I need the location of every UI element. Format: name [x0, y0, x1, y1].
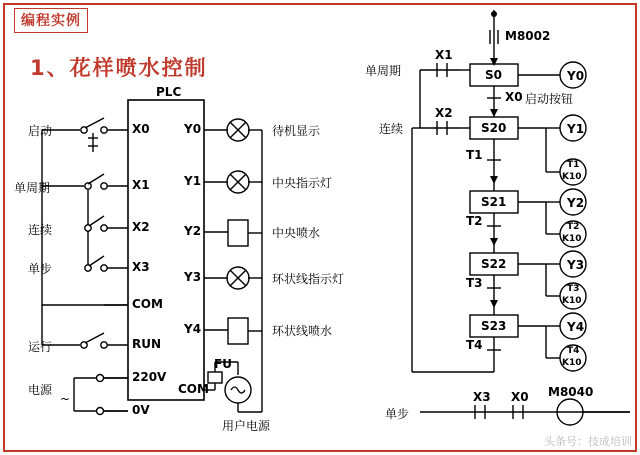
- ac-symbol: ~: [60, 392, 71, 406]
- single-cycle-branch-label: 单周期: [365, 64, 402, 78]
- output-label-center-lamp: 中央指示灯: [272, 176, 333, 190]
- output-label-standby: 待机显示: [272, 124, 321, 138]
- bottom-contact-x0: X0: [511, 390, 529, 404]
- continuous-branch-label: 连续: [379, 122, 404, 136]
- coil-y4: Y4: [567, 320, 585, 334]
- coil-y1: Y1: [567, 122, 585, 136]
- state-s23: S23: [481, 319, 507, 333]
- terminal-x2: X2: [132, 220, 150, 234]
- timer-t4: T4: [567, 346, 580, 356]
- user-power-label: 用户电源: [222, 419, 271, 433]
- power-label: 电源: [28, 383, 53, 397]
- coil-y3: Y3: [567, 258, 585, 272]
- terminal-220v: 220V: [132, 370, 167, 384]
- start-button-note: 启动按钮: [525, 92, 574, 106]
- state-s22: S22: [481, 257, 507, 271]
- state-s0: S0: [485, 68, 502, 82]
- input-label-single-step: 单步: [28, 262, 53, 276]
- input-label-continuous: 连续: [28, 223, 53, 237]
- terminal-y4: Y4: [184, 322, 202, 336]
- output-label-ring-spray: 环状线喷水: [272, 324, 333, 338]
- transition-t3: T3: [466, 276, 483, 290]
- terminal-y3: Y3: [184, 270, 202, 284]
- terminal-x1: X1: [132, 178, 150, 192]
- terminal-0v: 0V: [132, 403, 150, 417]
- timer-t2-value: K10: [562, 234, 582, 244]
- coil-y0: Y0: [567, 69, 585, 83]
- terminal-x0: X0: [132, 122, 150, 136]
- terminal-com-out: COM: [178, 382, 209, 396]
- timer-t4-value: K10: [562, 358, 582, 368]
- terminal-y1: Y1: [184, 174, 202, 188]
- terminal-run: RUN: [132, 337, 162, 351]
- output-label-ring-lamp: 环状线指示灯: [272, 272, 345, 286]
- transition-t2: T2: [466, 214, 483, 228]
- input-label-single-cycle: 单周期: [14, 181, 51, 195]
- timer-t1: T1: [567, 160, 580, 170]
- input-label-start: 启动: [28, 124, 53, 138]
- timer-t3: T3: [567, 284, 580, 294]
- bottom-contact-x3: X3: [473, 390, 491, 404]
- plc-label: PLC: [156, 85, 182, 99]
- bottom-rung-label: 单步: [385, 407, 410, 421]
- state-s20: S20: [481, 121, 507, 135]
- fuse-label: FU: [214, 357, 232, 371]
- terminal-y2: Y2: [184, 224, 202, 238]
- contact-x2: X2: [435, 106, 453, 120]
- state-s21: S21: [481, 195, 507, 209]
- terminal-y0: Y0: [184, 122, 202, 136]
- run-label: 运行: [28, 340, 53, 354]
- timer-t3-value: K10: [562, 296, 582, 306]
- output-label-center-spray: 中央喷水: [272, 226, 321, 240]
- page-title: 1、花样喷水控制: [30, 56, 208, 80]
- transition-t4: T4: [466, 338, 483, 352]
- coil-y2: Y2: [567, 196, 585, 210]
- watermark: 头条号：技成培训: [544, 435, 632, 448]
- init-pulse-label: M8002: [505, 29, 551, 43]
- transition-t1: T1: [466, 148, 483, 162]
- contact-x1: X1: [435, 48, 453, 62]
- section-badge: 编程实例: [14, 8, 88, 33]
- bottom-coil-m8040: M8040: [548, 385, 594, 399]
- terminal-com-in: COM: [132, 297, 163, 311]
- terminal-x3: X3: [132, 260, 150, 274]
- timer-t2: T2: [567, 222, 580, 232]
- transition-x0: X0: [505, 90, 523, 104]
- timer-t1-value: K10: [562, 172, 582, 182]
